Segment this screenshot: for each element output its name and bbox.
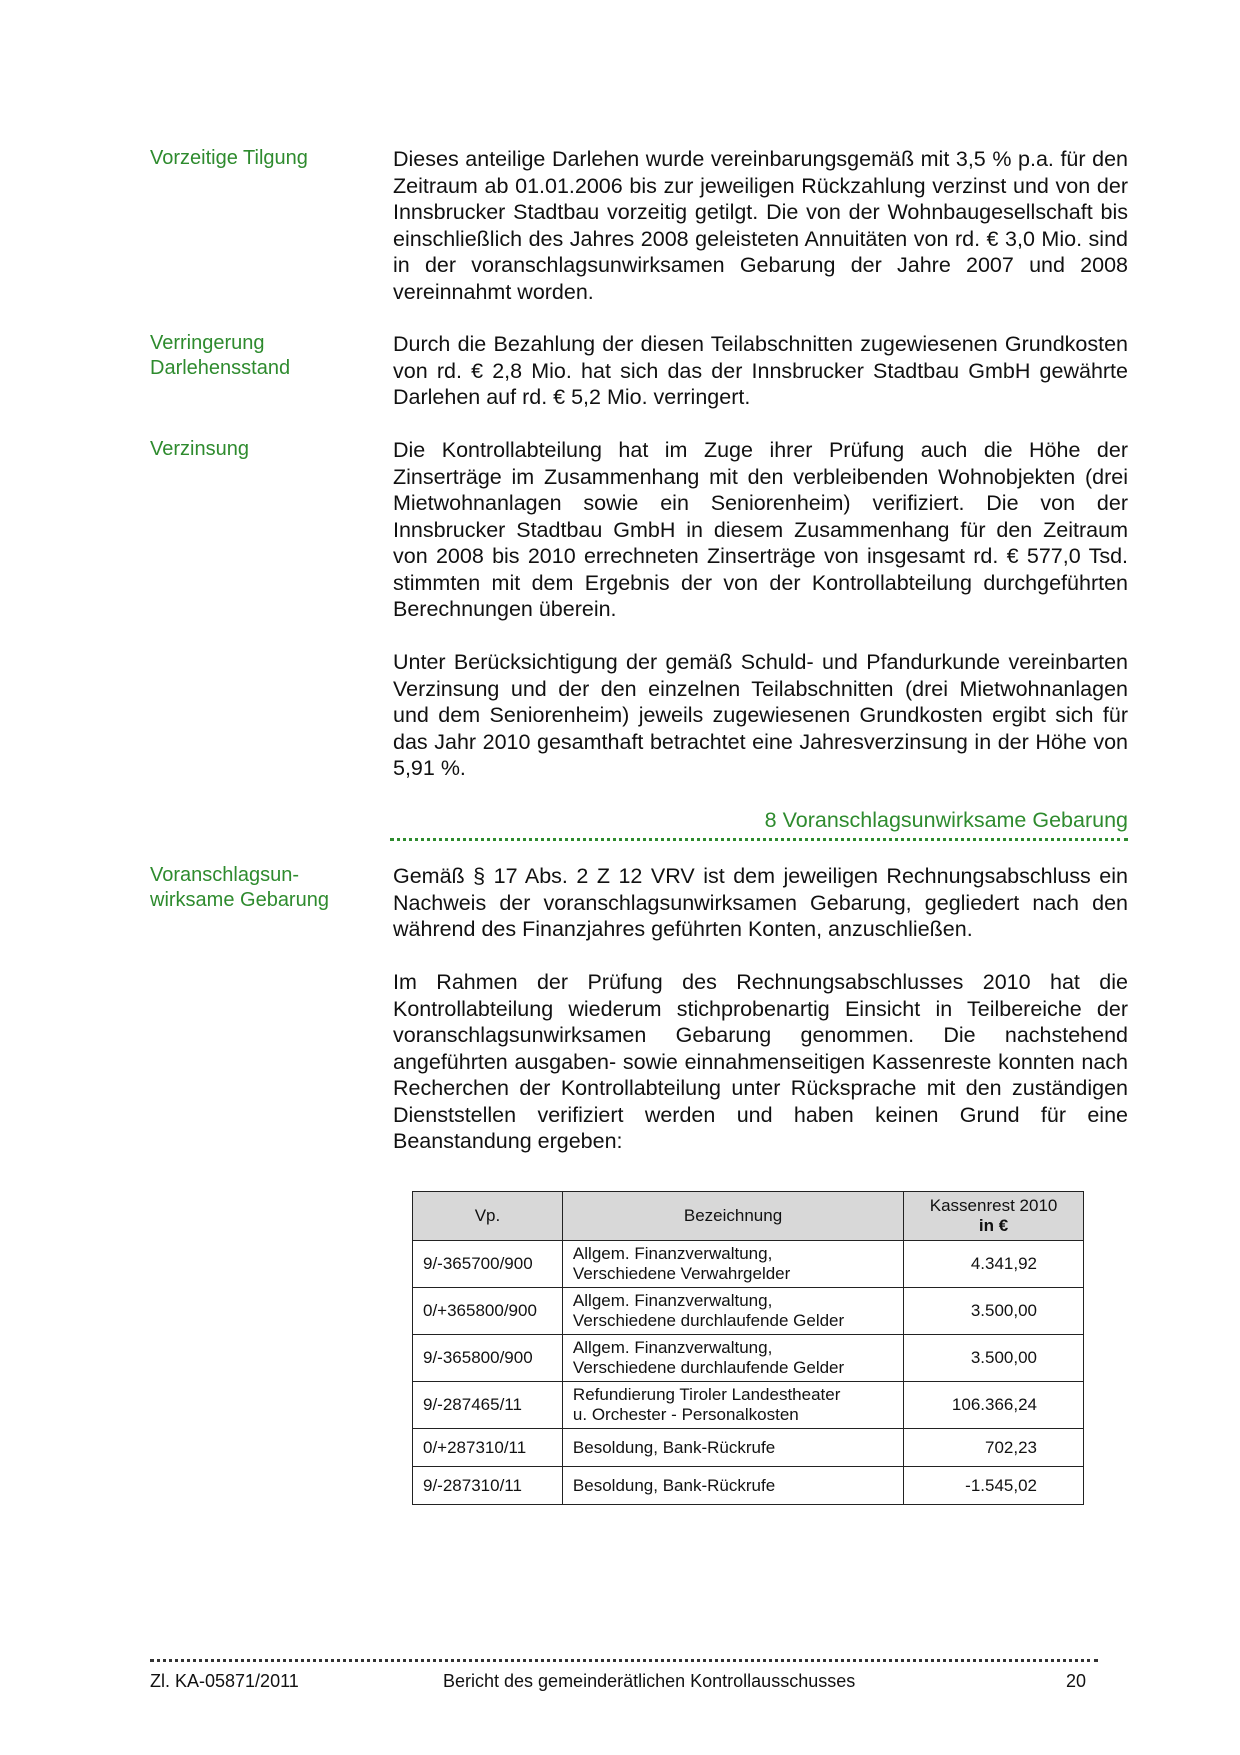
sidenote-verringerung [150, 331, 350, 381]
table-row [413, 1467, 1084, 1505]
table-row [413, 1288, 1084, 1335]
paragraph-vrv: Gemäß § 17 Abs. 2 Z 12 VRV ist dem jeweiligen Rechnungsabschluss ein Nachweis der voranschlagsunwirksamen Gebarung, gegliedert nach den während des Finanzjahres geführten Konten, anzuschließen. [393, 864, 1128, 941]
cell-vp: 0/+287310/11 [413, 1429, 563, 1467]
cell-bezeichnung-line1: Allgem. Finanzverwaltung, [572, 1338, 773, 1357]
page-number: 20 [1066, 1671, 1087, 1691]
header-bezeichnung: Bezeichnung [562, 1192, 903, 1241]
cell-vp: 9/-287310/11 [413, 1467, 563, 1505]
cell-bezeichnung [562, 1335, 903, 1382]
cell-vp: 9/-365800/900 [413, 1335, 563, 1382]
table-row [413, 1241, 1084, 1288]
header-kassenrest-line2: in € [978, 1216, 1009, 1235]
sidenote-voranschlagsunwirksame-gebarung [150, 863, 350, 913]
sidenote-vorzeitige-tilgung: Vorzeitige Tilgung [150, 147, 308, 169]
cell-value: 4.341,92 [904, 1241, 1084, 1288]
paragraph-verzinsung-2: Unter Berücksichtigung der gemäß Schuld- und Pfandurkunde vereinbarten Verzinsung und der den einzelnen Teilabschnitten (drei Mietwohnanlagen und dem Seniorenheim) jeweils zugewiesenen Grundkosten ergibt sich für das Jahr 2010 gesamthaft betrachtet eine Jahresverzinsung in der Höhe von 5,91 %. [393, 650, 1128, 780]
cell-vp: 9/-287465/11 [413, 1382, 563, 1429]
paragraph-pruefung: Im Rahmen der Prüfung des Rechnungsabschlusses 2010 hat die Kontrollabteilung wiederum stichprobenartig Einsicht in Teilbereiche der voranschlagsunwirksamen Gebarung genommen. Die nachstehend angeführten ausgaben- sowie einnahmenseitigen Kassenreste konnten nach Recherchen der Kontrollabteilung unter Rücksprache mit den zuständigen Dienststellen verifiziert werden und haben keinen Grund für eine Beanstandung ergeben: [393, 970, 1128, 1153]
cell-bezeichnung [562, 1288, 903, 1335]
header-kassenrest [904, 1192, 1084, 1241]
cell-bezeichnung: Besoldung, Bank-Rückrufe [562, 1467, 903, 1505]
paragraph-verringerung: Durch die Bezahlung der diesen Teilabschnitten zugewiesenen Grundkosten von rd. € 2,8 Mio. hat sich das der Innsbrucker Stadtbau GmbH gewährte Darlehen auf rd. € 5,2 Mio. verringert. [393, 332, 1128, 409]
cell-value: -1.545,02 [904, 1467, 1084, 1505]
cell-value: 3.500,00 [904, 1288, 1084, 1335]
sidenote-line: Voranschlagsun- [150, 864, 299, 886]
cell-bezeichnung-line2: Verschiedene durchlaufende Gelder [572, 1311, 845, 1330]
sidenote-line: Verringerung [150, 332, 265, 354]
footer-title: Bericht des gemeinderätlichen Kontrollausschusses [443, 1671, 856, 1691]
kassenrest-table [412, 1191, 1084, 1505]
cell-bezeichnung-line2: Verschiedene Verwahrgelder [572, 1264, 791, 1283]
sidenote-line: Darlehensstand [150, 357, 291, 379]
section-heading-divider [390, 838, 1128, 841]
cell-bezeichnung-line1: Allgem. Finanzverwaltung, [572, 1244, 773, 1263]
sidenote-verzinsung: Verzinsung [150, 438, 249, 460]
header-vp: Vp. [413, 1192, 563, 1241]
cell-vp: 9/-365700/900 [413, 1241, 563, 1288]
cell-bezeichnung-line1: Refundierung Tiroler Landestheater [572, 1385, 841, 1404]
cell-bezeichnung [562, 1382, 903, 1429]
cell-bezeichnung-line2: u. Orchester - Personalkosten [572, 1405, 799, 1424]
sidenote-line: wirksame Gebarung [150, 889, 329, 911]
cell-vp: 0/+365800/900 [413, 1288, 563, 1335]
cell-value: 702,23 [904, 1429, 1084, 1467]
footer-reference: Zl. KA-05871/2011 [150, 1671, 299, 1691]
section-heading: 8 Voranschlagsunwirksame Gebarung [764, 808, 1128, 832]
cell-bezeichnung-line1: Allgem. Finanzverwaltung, [572, 1291, 773, 1310]
header-kassenrest-line1: Kassenrest 2010 [929, 1196, 1058, 1215]
cell-bezeichnung [562, 1241, 903, 1288]
paragraph-vorzeitige-tilgung: Dieses anteilige Darlehen wurde vereinbarungsgemäß mit 3,5 % p.a. für den Zeitraum ab 01.01.2006 bis zur jeweiligen Rückzahlung verzinst und von der Innsbrucker Stadtbau vorzeitig getilgt. Die von der Wohnbaugesellschaft bis einschließlich des Jahres 2008 geleisteten Annuitäten von rd. € 3,0 Mio. sind in der voranschlagsunwirksamen Gebarung der Jahre 2007 und 2008 vereinnahmt worden. [393, 147, 1128, 304]
table-header-row [413, 1192, 1084, 1241]
table-row [413, 1429, 1084, 1467]
cell-bezeichnung-line2: Verschiedene durchlaufende Gelder [572, 1358, 845, 1377]
paragraph-verzinsung-1: Die Kontrollabteilung hat im Zuge ihrer Prüfung auch die Höhe der Zinserträge im Zusammenhang mit den verbleibenden Wohnobjekten (drei Mietwohnanlagen sowie ein Seniorenheim) verifiziert. Die von der Innsbrucker Stadtbau GmbH in diesem Zusammenhang für den Zeitraum von 2008 bis 2010 errechneten Zinserträge von insgesamt rd. € 577,0 Tsd. stimmten mit dem Ergebnis der von der Kontrollabteilung durchgeführten Berechnungen überein. [393, 438, 1128, 621]
footer-divider [150, 1659, 1098, 1662]
table-row [413, 1382, 1084, 1429]
cell-value: 106.366,24 [904, 1382, 1084, 1429]
table-row [413, 1335, 1084, 1382]
cell-bezeichnung: Besoldung, Bank-Rückrufe [562, 1429, 903, 1467]
cell-value: 3.500,00 [904, 1335, 1084, 1382]
